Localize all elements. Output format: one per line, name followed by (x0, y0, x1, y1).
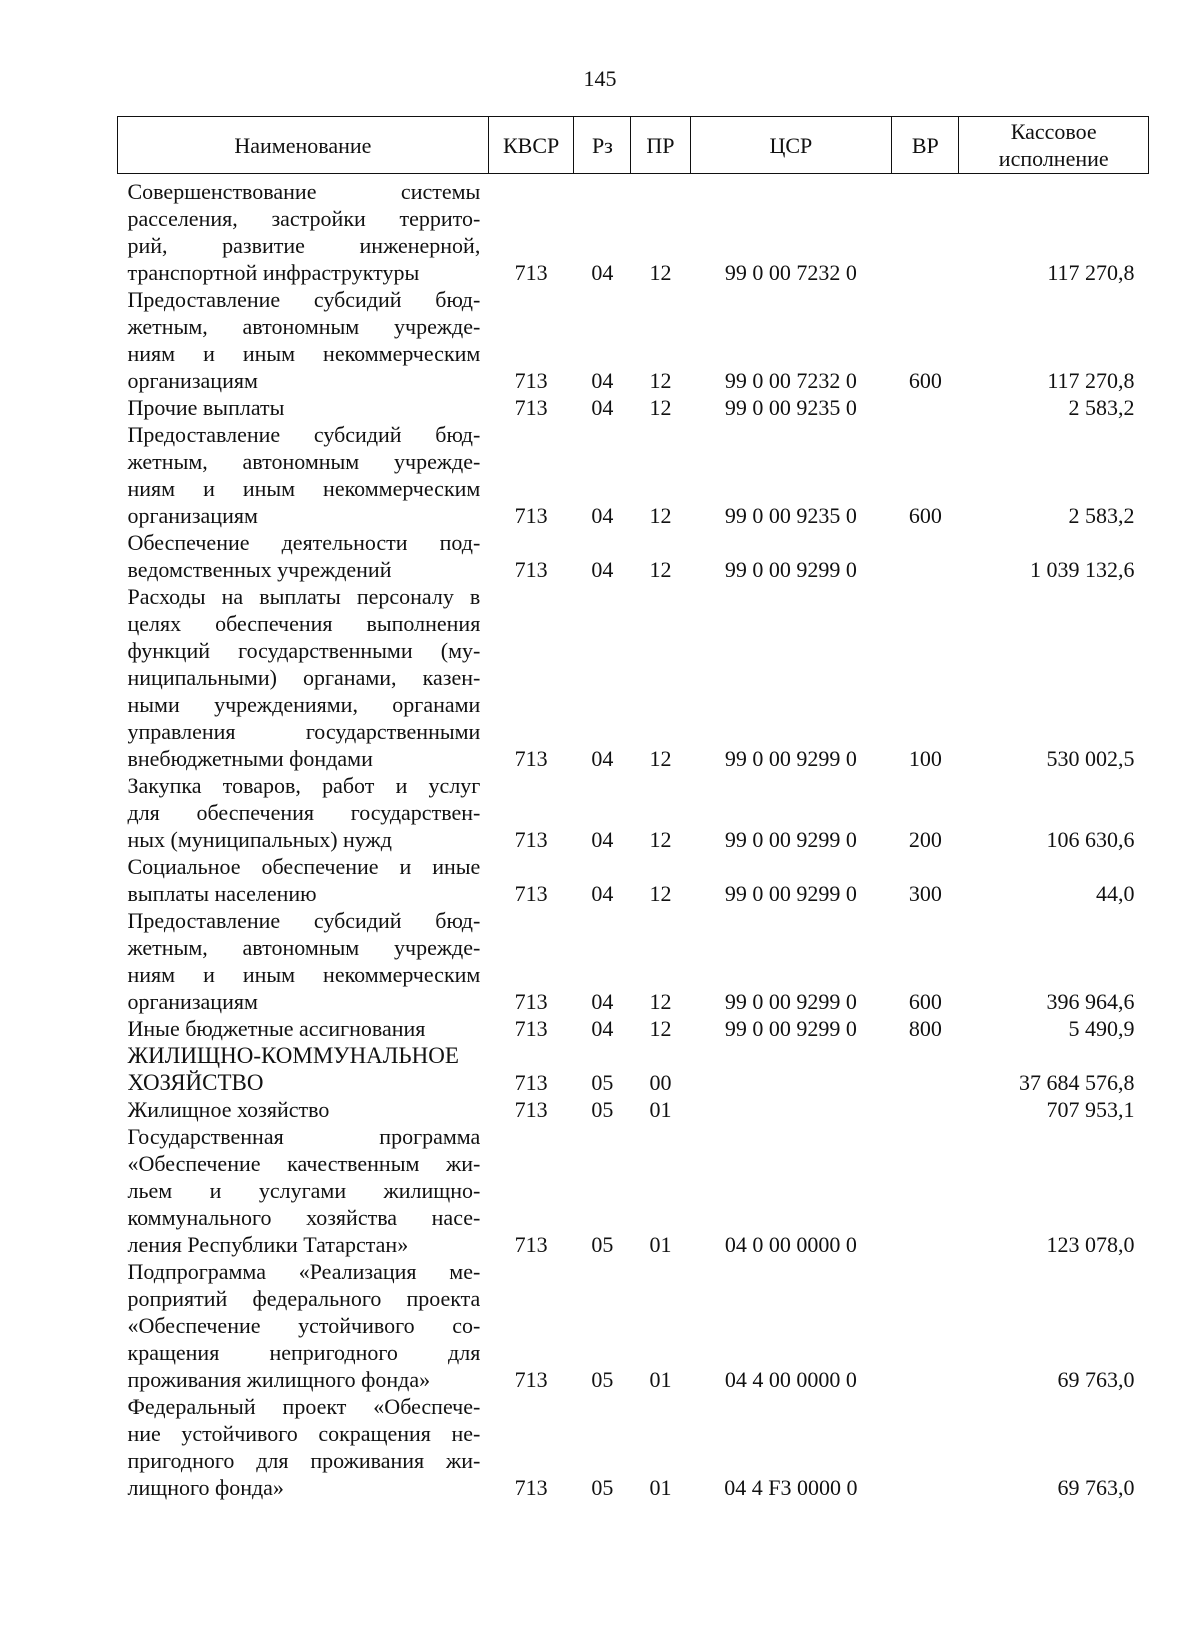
cell-name-line: управления государственными (127, 719, 481, 744)
cell-name-line: ных (муниципальных) нужд (127, 827, 392, 852)
table-row (118, 772, 1149, 853)
table-row (118, 1096, 1149, 1123)
header-csr: ЦСР (690, 117, 892, 174)
cell-rz: 05 (591, 1367, 614, 1392)
cell-name-line: выплаты населению (127, 881, 317, 906)
cell-pr: 12 (649, 989, 672, 1014)
cell-name (118, 907, 489, 1015)
cell-name-line: Закупка товаров, работ и услуг (127, 773, 481, 798)
cell-cash-execution: 707 953,1 (1046, 1097, 1135, 1122)
header-cash-execution-line2: исполнение (998, 146, 1109, 171)
cell-rz: 04 (591, 989, 614, 1014)
cell-vr (892, 1096, 959, 1123)
cell-csr: 99 0 00 9235 0 (724, 503, 857, 528)
cell-name-line: ние устойчивого сокращения не- (127, 1421, 481, 1446)
cell-pr: 01 (649, 1097, 672, 1122)
cell-pr: 12 (649, 260, 672, 285)
cell-csr: 99 0 00 9299 0 (724, 827, 857, 852)
table-row (118, 907, 1149, 1015)
cell-csr: 99 0 00 7232 0 (724, 260, 857, 285)
cell-cash-execution: 69 763,0 (1057, 1475, 1135, 1500)
cell-name-line: Федеральный проект «Обеспече- (127, 1394, 481, 1419)
cell-name-line: кращения непригодного для (127, 1340, 481, 1365)
cell-rz: 04 (591, 827, 614, 852)
cell-name-line: «Обеспечение качественным жи- (127, 1151, 481, 1176)
cell-cash-execution: 530 002,5 (1046, 746, 1135, 771)
cell-kvsr: 713 (514, 989, 548, 1014)
table-row (118, 1258, 1149, 1393)
cell-name-line: Предоставление субсидий бюд- (127, 287, 481, 312)
cell-rz: 04 (591, 368, 614, 393)
table-row (118, 1015, 1149, 1042)
cell-name-line: ниям и иным некоммерческим (127, 341, 481, 366)
cell-name-line: расселения, застройки террито- (127, 206, 481, 231)
cell-pr: 12 (649, 746, 672, 771)
cell-name (118, 1393, 489, 1501)
cell-vr: 600 (908, 503, 942, 528)
cell-pr: 01 (649, 1232, 672, 1257)
cell-rz: 04 (591, 881, 614, 906)
cell-name (118, 421, 489, 529)
cell-name-line: ведомственных учреждений (127, 557, 392, 582)
table-row (118, 583, 1149, 772)
table-row (118, 1393, 1149, 1501)
cell-name-line: жетным, автономным учрежде- (127, 935, 481, 960)
cell-name-line: роприятий федерального проекта (127, 1286, 481, 1311)
budget-execution-table (117, 116, 1149, 1501)
cell-pr: 12 (649, 827, 672, 852)
cell-name-line: проживания жилищного фонда» (127, 1367, 431, 1392)
cell-name-line: функций государственными (му- (127, 638, 481, 663)
cell-name-line: Иные бюджетные ассигнования (127, 1016, 426, 1041)
cell-cash-execution: 37 684 576,8 (1019, 1070, 1135, 1095)
header-pr: ПР (631, 117, 690, 174)
cell-name-line: внебюджетными фондами (127, 746, 373, 771)
cell-vr: 300 (908, 881, 942, 906)
cell-name-line: коммунального хозяйства насе- (127, 1205, 481, 1230)
cell-kvsr: 713 (514, 557, 548, 582)
cell-vr (892, 1393, 959, 1501)
cell-name-line: ниям и иным некоммерческим (127, 476, 481, 501)
cell-csr: 99 0 00 9299 0 (724, 881, 857, 906)
cell-name-line: ХОЗЯЙСТВО (127, 1070, 264, 1095)
cell-kvsr: 713 (514, 1070, 548, 1095)
cell-cash-execution: 2 583,2 (1068, 503, 1135, 528)
cell-cash-execution: 117 270,8 (1047, 368, 1135, 393)
cell-pr: 12 (649, 503, 672, 528)
cell-csr: 99 0 00 9299 0 (724, 1016, 857, 1041)
cell-name-line: транспортной инфраструктуры (127, 260, 420, 285)
cell-name-line: ниципальными) органами, казен- (127, 665, 481, 690)
page-number: 145 (583, 66, 617, 91)
cell-rz: 04 (591, 395, 614, 420)
cell-name (118, 583, 489, 772)
cell-pr: 12 (649, 1016, 672, 1041)
cell-pr: 12 (649, 368, 672, 393)
cell-name (118, 394, 489, 421)
cell-name-line: организациям (127, 368, 258, 393)
header-name: Наименование (118, 117, 489, 174)
cell-kvsr: 713 (514, 1232, 548, 1257)
table-row (118, 1123, 1149, 1258)
cell-name-line: Социальное обеспечение и иные (127, 854, 481, 879)
cell-name-line: для обеспечения государствен- (127, 800, 481, 825)
cell-kvsr: 713 (514, 260, 548, 285)
cell-name (118, 772, 489, 853)
cell-pr: 12 (649, 395, 672, 420)
cell-kvsr: 713 (514, 503, 548, 528)
cell-csr: 99 0 00 9299 0 (724, 989, 857, 1014)
cell-name (118, 1258, 489, 1393)
table-row (118, 394, 1149, 421)
cell-csr: 99 0 00 9299 0 (724, 746, 857, 771)
cell-pr: 01 (649, 1367, 672, 1392)
cell-name-line: Предоставление субсидий бюд- (127, 422, 481, 447)
cell-vr: 100 (908, 746, 942, 771)
cell-name-line: «Обеспечение устойчивого со- (127, 1313, 481, 1338)
table-row (118, 529, 1149, 583)
cell-csr: 99 0 00 7232 0 (724, 368, 857, 393)
cell-pr: 12 (649, 557, 672, 582)
cell-name-line: Предоставление субсидий бюд- (127, 908, 481, 933)
cell-pr: 01 (649, 1475, 672, 1500)
cell-rz: 05 (591, 1475, 614, 1500)
cell-name-line: жетным, автономным учрежде- (127, 314, 481, 339)
cell-rz: 04 (591, 746, 614, 771)
header-cash-execution (959, 117, 1149, 174)
cell-vr: 200 (908, 827, 942, 852)
cell-name-line: Прочие выплаты (127, 395, 285, 420)
header-kvsr: КВСР (488, 117, 574, 174)
cell-csr (690, 1096, 892, 1123)
cell-name-line: Жилищное хозяйство (127, 1097, 330, 1122)
cell-kvsr: 713 (514, 1475, 548, 1500)
cell-name-line: организациям (127, 503, 258, 528)
cell-name (118, 1123, 489, 1258)
cell-vr (892, 1123, 959, 1258)
cell-name-line: Совершенствование системы (127, 179, 481, 204)
cell-kvsr: 713 (514, 827, 548, 852)
cell-kvsr: 713 (514, 1097, 548, 1122)
cell-name-line: целях обеспечения выполнения (127, 611, 481, 636)
cell-name (118, 853, 489, 907)
cell-rz: 05 (591, 1097, 614, 1122)
cell-name-line: Обеспечение деятельности под- (127, 530, 481, 555)
cell-cash-execution: 44,0 (1096, 881, 1135, 906)
cell-csr: 99 0 00 9235 0 (724, 395, 857, 420)
cell-kvsr: 713 (514, 368, 548, 393)
cell-kvsr: 713 (514, 881, 548, 906)
cell-name (118, 1015, 489, 1042)
cell-name-line: льем и услугами жилищно- (127, 1178, 481, 1203)
cell-vr (892, 174, 959, 287)
cell-vr (892, 1258, 959, 1393)
cell-name-line: пригодного для проживания жи- (127, 1448, 481, 1473)
cell-pr: 12 (649, 881, 672, 906)
cell-csr (690, 1042, 892, 1096)
cell-cash-execution: 5 490,9 (1068, 1016, 1135, 1041)
cell-kvsr: 713 (514, 1367, 548, 1392)
cell-cash-execution: 106 630,6 (1046, 827, 1135, 852)
cell-name-line: лищного фонда» (127, 1475, 284, 1500)
cell-cash-execution: 123 078,0 (1046, 1232, 1135, 1257)
cell-name-line: ными учреждениями, органами (127, 692, 481, 717)
cell-vr: 600 (908, 989, 942, 1014)
cell-rz: 05 (591, 1070, 614, 1095)
cell-name (118, 1096, 489, 1123)
cell-name (118, 529, 489, 583)
cell-rz: 04 (591, 557, 614, 582)
table-body (118, 174, 1149, 1502)
header-cash-execution-line1: Кассовое (1010, 119, 1097, 144)
table-row (118, 286, 1149, 394)
table-row (118, 853, 1149, 907)
cell-rz: 04 (591, 503, 614, 528)
cell-kvsr: 713 (514, 395, 548, 420)
cell-vr (892, 1042, 959, 1096)
cell-name-line: жетным, автономным учрежде- (127, 449, 481, 474)
cell-kvsr: 713 (514, 746, 548, 771)
cell-name (118, 174, 489, 287)
cell-name-line: ления Республики Татарстан» (127, 1232, 409, 1257)
cell-vr: 800 (908, 1016, 942, 1041)
cell-pr: 00 (649, 1070, 672, 1095)
table-row (118, 174, 1149, 287)
cell-csr: 04 4 F3 0000 0 (724, 1475, 858, 1500)
cell-name-line: рий, развитие инженерной, (127, 233, 481, 258)
cell-csr: 99 0 00 9299 0 (724, 557, 857, 582)
cell-rz: 05 (591, 1232, 614, 1257)
cell-cash-execution: 2 583,2 (1068, 395, 1135, 420)
cell-name-line: Подпрограмма «Реализация ме- (127, 1259, 481, 1284)
table-header (118, 117, 1149, 174)
cell-name-line: Государственная программа (127, 1124, 481, 1149)
table-row (118, 1042, 1149, 1096)
cell-vr (892, 529, 959, 583)
cell-name-line: ниям и иным некоммерческим (127, 962, 481, 987)
header-rz: Рз (574, 117, 631, 174)
cell-cash-execution: 396 964,6 (1046, 989, 1135, 1014)
table-row (118, 421, 1149, 529)
cell-name (118, 1042, 489, 1096)
cell-vr (892, 394, 959, 421)
cell-vr: 600 (908, 368, 942, 393)
cell-name-line: организациям (127, 989, 258, 1014)
cell-rz: 04 (591, 1016, 614, 1041)
header-vr: ВР (892, 117, 959, 174)
cell-cash-execution: 117 270,8 (1047, 260, 1135, 285)
cell-rz: 04 (591, 260, 614, 285)
cell-csr: 04 4 00 0000 0 (724, 1367, 857, 1392)
cell-name (118, 286, 489, 394)
cell-name-line: ЖИЛИЩНО-КОММУНАЛЬНОЕ (127, 1043, 459, 1068)
cell-cash-execution: 1 039 132,6 (1030, 557, 1135, 582)
cell-kvsr: 713 (514, 1016, 548, 1041)
cell-name-line: Расходы на выплаты персоналу в (127, 584, 481, 609)
cell-cash-execution: 69 763,0 (1057, 1367, 1135, 1392)
cell-csr: 04 0 00 0000 0 (724, 1232, 857, 1257)
